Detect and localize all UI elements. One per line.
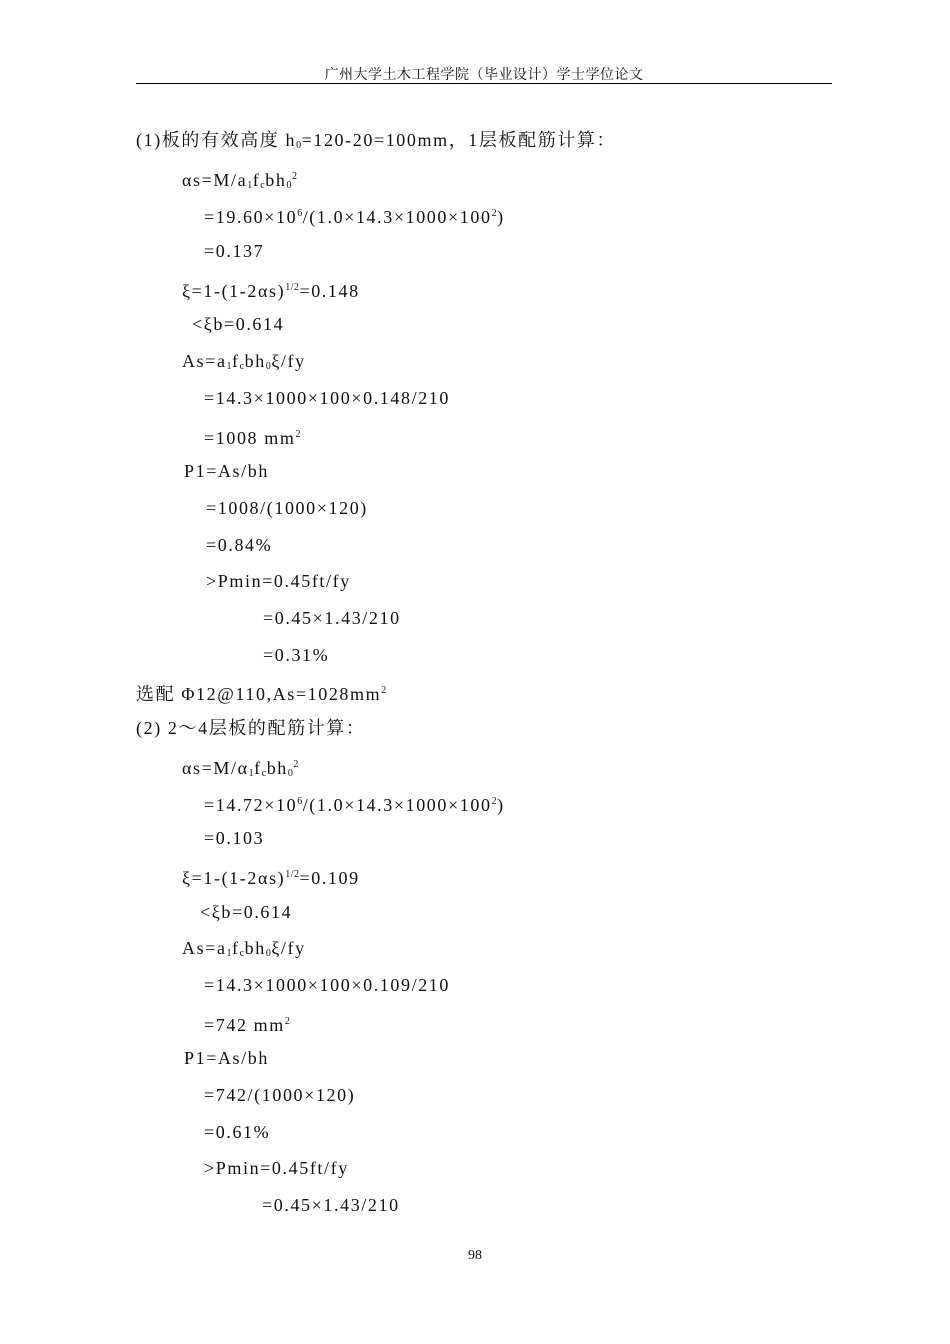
header-rule: [136, 83, 832, 84]
section1-alpha-s-sub: $=19.60\times 10^6/(1.0\times 14.3\times 1000\times 100^2)$: [204, 207, 505, 227]
section1-xi: $\xi=1-(1-2\alpha s)^{1/2}=0.148$: [182, 281, 360, 301]
section1-pmin-sub: =0.45×1.43/210: [263, 608, 401, 628]
section2-P1: P1=As/bh: [184, 1048, 269, 1068]
page-number: 98: [468, 1248, 482, 1263]
section2-P1-val: =0.61%: [204, 1122, 271, 1142]
section2-alpha-s: $\alpha s=M/\alpha_1f_cbh_0^2$: [182, 758, 299, 779]
section1-pmin-val: =0.31%: [263, 645, 330, 665]
section1-P1: P1=As/bh: [184, 461, 269, 481]
section2-P1-sub: =742/(1000×120): [204, 1085, 356, 1105]
section1-As-val: =1008 $mm^2$: [204, 428, 301, 448]
section2-alpha-s-val: =0.103: [204, 828, 265, 848]
section2-As-sub: =14.3×1000×100×0.109/210: [204, 975, 451, 995]
section2-As-val: =742 $mm^2$: [204, 1015, 291, 1035]
section2-pmin: >Pmin=0.45ft/fy: [204, 1158, 349, 1178]
section1-alpha-s: $\alpha s=M/a_1f_cbh_0^2$: [182, 170, 298, 191]
section1-select-text: 选配 Φ12@110,As=1028mm: [136, 684, 382, 704]
section1-P1-val: =0.84%: [206, 535, 273, 555]
section1-As: $As=a_1f_cbh_0\xi/fy$: [182, 351, 306, 372]
section1-xi-check: <ξb=0.614: [192, 314, 285, 334]
section1-pmin: >Pmin=0.45ft/fy: [206, 571, 351, 591]
section1-alpha-s-val: =0.137: [204, 241, 265, 261]
section2-xi: $\xi=1-(1-2\alpha s)^{1/2}=0.109$: [182, 868, 360, 888]
section2-As: $As=a_1f_cbh_0\xi/fy$: [182, 938, 306, 959]
section1-select: 选配 $\Phi 12@110,As=1028mm^2$: [136, 684, 387, 704]
section1-As-sub: =14.3×1000×100×0.148/210: [204, 388, 451, 408]
section2-pmin-sub: =0.45×1.43/210: [262, 1195, 400, 1215]
running-header: 广州大学土木工程学院（毕业设计）学士学位论文: [324, 68, 644, 83]
section1-intro: (1)板的有效高度 $h_0=120-20=100mm$，1层板配筋计算：: [136, 130, 617, 151]
section1-P1-sub: =1008/(1000×120): [206, 498, 368, 518]
section2-xi-check: <ξb=0.614: [200, 902, 293, 922]
section2-alpha-s-sub: $=14.72\times 10^6/(1.0\times 14.3\times 1000\times 100^2)$: [204, 795, 505, 815]
section2-intro: (2) 2～4层板的配筋计算：: [136, 718, 366, 738]
